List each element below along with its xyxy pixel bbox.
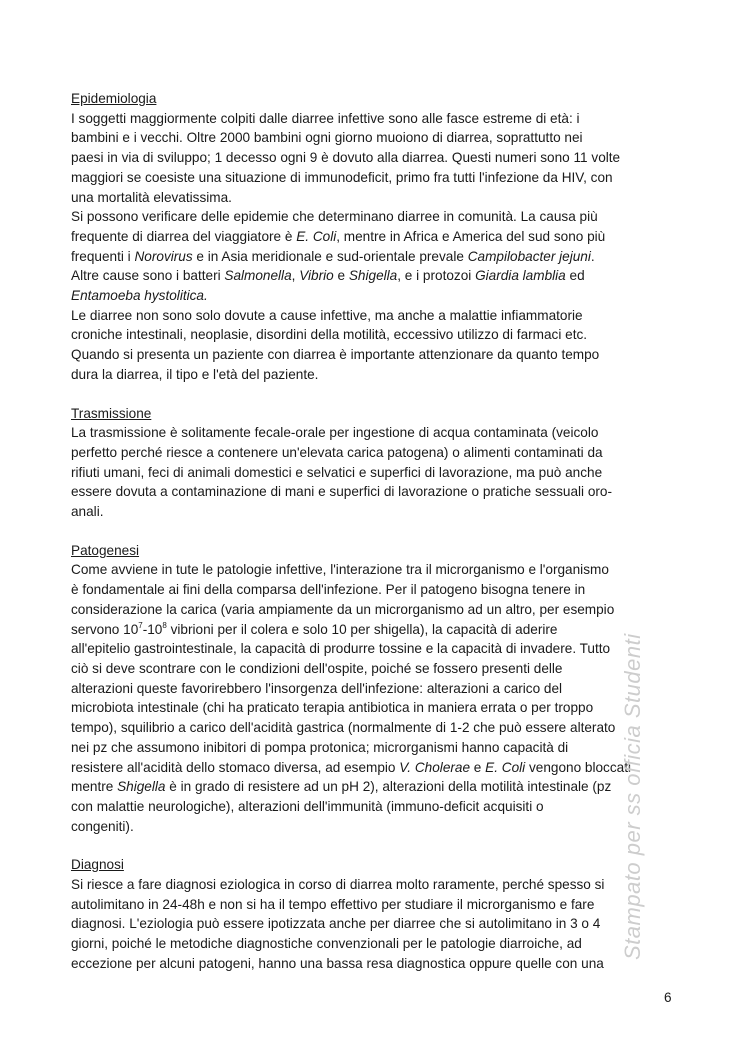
text-line: servono $10^7-10^8$ vibrioni per il colera e solo 10 per shigella), la capacità di aderire [71,620,558,637]
text-line: tempo), squilibrio a carico dell'acidità gastrica (normalmente di 1-2 che può essere alterato [71,720,616,736]
italic-term: Entamoeba hystolitica. [71,288,208,304]
italic-term: Shigella [348,268,398,284]
text-line: Altre cause sono i batteri Salmonella, Vibrio e Shigella, e i protozoi Giardia lamblia ed [71,268,585,284]
text-line: paesi in via di sviluppo; 1 decesso ogni 9 è dovuto alla diarrea. Questi numeri sono 11 volte [71,150,621,166]
text-line: Come avviene in tute le patologie infettive, l'interazione tra il microrganismo e l'organismo [71,562,609,578]
text-line: rifiuti umani, feci di animali domestici e selvatici e superfici di lavorazione, ma può anche [71,464,603,480]
text-line: giorni, poiché le metodiche diagnostiche convenzionali per le patologie diarroiche, ad [71,936,582,952]
text-line: anali. [71,504,104,520]
section-body [71,109,675,385]
text-line: Si riesce a fare diagnosi eziologica in corso di diarrea molto raramente, perché spesso si [71,877,605,893]
italic-term: Giardia lamblia [475,268,566,284]
section-body [71,423,675,522]
section-title: Trasmissione [71,405,152,421]
italic-term: Norovirus [134,248,193,264]
italic-term: Salmonella [224,268,292,284]
text-line: perfetto perché riesce a contenere un'elevata carica patogena) o alimenti contaminati da [71,444,603,460]
text-line: Le diarree non sono solo dovute a cause infettive, ma anche a malattie infiammatorie [71,307,583,323]
italic-term: E. Coli [296,228,337,244]
italic-term: V. Cholerae [399,759,471,775]
text-line: eccezione per alcuni patogeni, hanno una bassa resa diagnostica oppure quelle con una [71,955,604,971]
section-title: Patogenesi [71,542,140,558]
section-trasmissione [71,404,675,522]
superscript: 7 [138,620,143,630]
text-line: maggiori se coesiste una situazione di immunodeficit, primo fra tutti l'infezione da HIV, con [71,169,613,185]
section-patogenesi [71,541,675,837]
watermark: Stampato per ss officia Studenti [620,633,645,960]
section-diagnosi [71,855,675,973]
italic-term: Campilobacter jejuni [467,248,591,264]
text-line: alterazioni queste favorirebbero l'insorgenza dell'infezione: alterazioni a carico del [71,680,563,696]
text-line: è fondamentale ai fini della comparsa dell'infezione. Per il patogeno bisogna tenere in [71,582,586,598]
text-line: resistere all'acidità dello stomaco diversa, ad esempio V. Cholerae e E. Coli vengono bloccati [71,759,632,775]
text-line: Quando si presenta un paziente con diarrea è importante attenzionare da quanto tempo [71,347,600,363]
text-line: all'epitelio gastrointestinale, la capacità di produrre tossine e la capacità di invadere. Tutto [71,641,611,657]
text-line: autolimitano in 24-48h e non si ha il tempo effettivo per studiare il microrganismo e fare [71,896,595,912]
italic-term: Vibrio [299,268,334,284]
section-title: Epidemiologia [71,91,157,106]
section-title: Diagnosi [71,857,124,873]
text-line: mentre Shigella è in grado di resistere ad un pH 2), alterazioni della motilità intestinale (pz [71,779,612,795]
text-line: diagnosi. L'eziologia può essere ipotizzata anche per diarree che si autolimitano in 3 o 4 [71,916,601,932]
text-line: con malattie neurologiche), alterazioni dell'immunità (immuno-deficit acquisiti o [71,798,544,814]
section-body [71,560,675,836]
text-line: dura la diarrea, il tipo e l'età del paziente. [71,366,319,382]
text-line: microbiota intestinale (chi ha praticato terapia antibiotica in maniera errata o per troppo [71,700,594,716]
text-line: I soggetti maggiormente colpiti dalle diarree infettive sono alle fasce estreme di età: i [71,110,580,126]
section-body [71,875,675,974]
text-line: essere dovuta a contaminazione di mani e superfici di lavorazione o pratiche sessuali oro- [71,484,613,500]
italic-term: Shigella [117,779,166,795]
text-line: La trasmissione è solitamente fecale-orale per ingestione di acqua contaminata (veicolo [71,425,599,441]
page-number: 6 [664,990,672,1005]
text-line: nei pz che assumono inibitori di pompa protonica; microrganismi hanno capacità di [71,739,569,755]
text-line: Si possono verificare delle epidemie che determinano diarree in comunità. La causa più [71,209,598,225]
text-line: bambini e i vecchi. Oltre 2000 bambini ogni giorno muoiono di diarrea, soprattutto nei [71,130,583,146]
text-line [71,286,675,306]
text-line: frequenti i Norovirus e in Asia meridionale e sud-orientale prevale Campilobacter jejuni. [71,248,595,264]
text-line: congeniti). [71,818,134,834]
text-line: frequente di diarrea del viaggiatore è E. Coli, mentre in Africa e America del sud sono più [71,228,606,244]
superscript: 8 [162,620,167,630]
document-page [71,89,675,993]
text-line: ciò si deve scontrare con le condizioni dell'ospite, poiché se fossero presenti delle [71,660,563,676]
italic-term: E. Coli [485,759,526,775]
text-line: una mortalità elevatissima. [71,189,232,205]
section-epidemiologia [71,89,675,385]
text-line: considerazione la carica (varia ampiamente da un microrganismo ad un altro, per esempio [71,601,615,617]
text-line: croniche intestinali, neoplasie, disordini della motilità, eccessivo utilizzo di farmaci etc. [71,327,588,343]
